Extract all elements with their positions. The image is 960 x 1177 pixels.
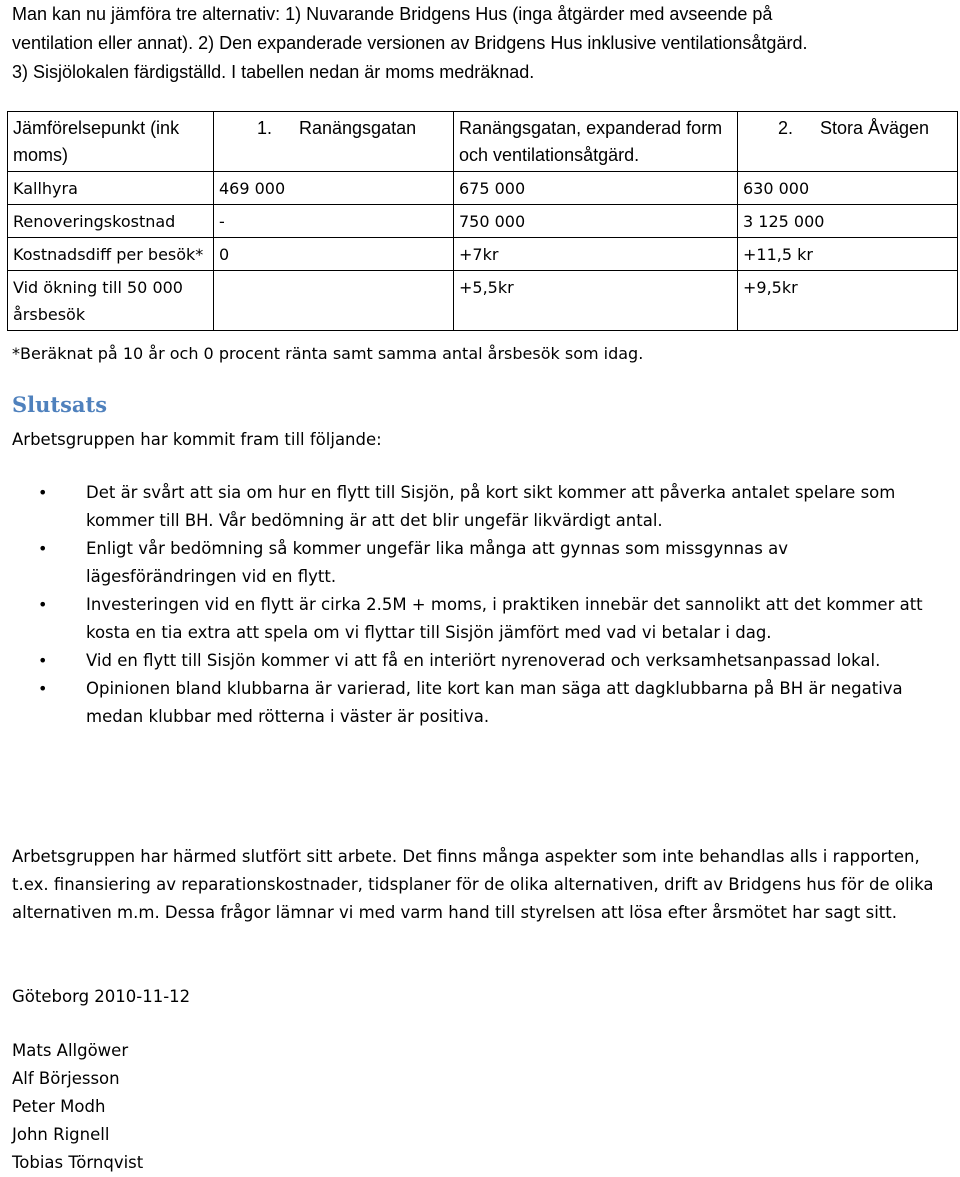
row-label: Renoveringskostnad	[8, 205, 214, 238]
section-heading: Slutsats	[12, 392, 108, 417]
cell: +7kr	[454, 238, 738, 271]
row-label: Vid ökning till 50 000 årsbesök	[8, 271, 214, 331]
cell	[214, 271, 454, 331]
intro-line: 3) Sisjölokalen färdigställd. I tabellen nedan är moms medräknad.	[12, 62, 535, 82]
lead-text: Arbetsgruppen har kommit fram till följande:	[12, 430, 382, 449]
header-ranangsgatan	[214, 112, 454, 172]
place-date: Göteborg 2010-11-12	[12, 987, 191, 1006]
header-stora-avagen	[738, 112, 958, 172]
list-item	[30, 647, 940, 675]
intro-line: ventilation eller annat). 2) Den expanderade versionen av Bridgens Hus inklusive ventilationsåtgärd.	[12, 33, 808, 53]
signatory: Alf Börjesson	[12, 1069, 120, 1088]
list-item-text: Enligt vår bedömning så kommer ungefär lika många att gynnas som missgynnas av lägesförändringen vid en flytt.	[86, 539, 788, 586]
row-label: Kallhyra	[8, 172, 214, 205]
list-item-text: Vid en flytt till Sisjön kommer vi att få en interiört nyrenoverad och verksamhetsanpassad lokal.	[86, 651, 881, 670]
intro-line: Man kan nu jämföra tre alternativ: 1) Nuvarande Bridgens Hus (inga åtgärder med avseende på	[12, 4, 773, 24]
header-label: Stora Åvägen	[820, 118, 930, 138]
table-row	[8, 172, 958, 205]
table-row	[8, 238, 958, 271]
signatory: Tobias Törnqvist	[12, 1153, 144, 1172]
table-footnote: *Beräknat på 10 år och 0 procent ränta samt samma antal årsbesök som idag.	[12, 344, 644, 363]
list-item-text: Investeringen vid en flytt är cirka 2.5M + moms, i praktiken innebär det sannolikt att det kommer att kosta en tia extra att spela om vi flyttar till Sisjön jämfört med vad vi betalar i dag.	[86, 595, 923, 642]
row-label: Kostnadsdiff per besök*	[8, 238, 214, 271]
signatories-list	[12, 1037, 143, 1177]
header-ranangsgatan-expanded: Ranängsgatan, expanderad form och ventilationsåtgärd.	[454, 112, 738, 172]
signatory: Mats Allgöwer	[12, 1041, 129, 1060]
cell: +9,5kr	[738, 271, 958, 331]
bullet-icon: •	[38, 539, 48, 558]
list-item	[30, 535, 940, 591]
table-header-row	[8, 112, 958, 172]
header-label: Ranängsgatan	[299, 118, 417, 138]
header-num: 2.	[778, 118, 794, 138]
cell: 3 125 000	[738, 205, 958, 238]
header-comparison-point: Jämförelsepunkt (ink moms)	[8, 112, 214, 172]
cell: 675 000	[454, 172, 738, 205]
list-item-text: Opinionen bland klubbarna är varierad, lite kort kan man säga att dagklubbarna på BH är negativa medan klubbar med rötterna i väster är positiva.	[86, 679, 903, 726]
intro-paragraph	[12, 0, 952, 87]
cell: 630 000	[738, 172, 958, 205]
header-num: 1.	[257, 118, 273, 138]
table-row	[8, 205, 958, 238]
conclusions-list	[30, 479, 940, 731]
cell: 750 000	[454, 205, 738, 238]
cell: -	[214, 205, 454, 238]
cell: +5,5kr	[454, 271, 738, 331]
bullet-icon: •	[38, 483, 48, 502]
cell: +11,5 kr	[738, 238, 958, 271]
closing-paragraph: Arbetsgruppen har härmed slutfört sitt arbete. Det finns många aspekter som inte behandlas alls i rapporten, t.ex. finansiering av reparationskostnader, tidsplaner för de olika alternativen, drift av Bridgens hus för de olika alternativen m.m. Dessa frågor lämnar vi med varm hand till styrelsen att lösa efter årsmötet har sagt sitt.	[12, 847, 934, 922]
signatory: Peter Modh	[12, 1097, 106, 1116]
list-item-text: Det är svårt att sia om hur en flytt till Sisjön, på kort sikt kommer att påverka antalet spelare som kommer till BH. Vår bedömning är att det blir ungefär likvärdigt antal.	[86, 483, 896, 530]
comparison-table	[7, 111, 958, 331]
bullet-icon: •	[38, 595, 48, 614]
bullet-icon: •	[38, 679, 48, 698]
signatory: John Rignell	[12, 1125, 110, 1144]
list-item	[30, 479, 940, 535]
list-item	[30, 591, 940, 647]
cell: 469 000	[214, 172, 454, 205]
cell: 0	[214, 238, 454, 271]
list-item	[30, 675, 940, 731]
bullet-icon: •	[38, 651, 48, 670]
table-row	[8, 271, 958, 331]
